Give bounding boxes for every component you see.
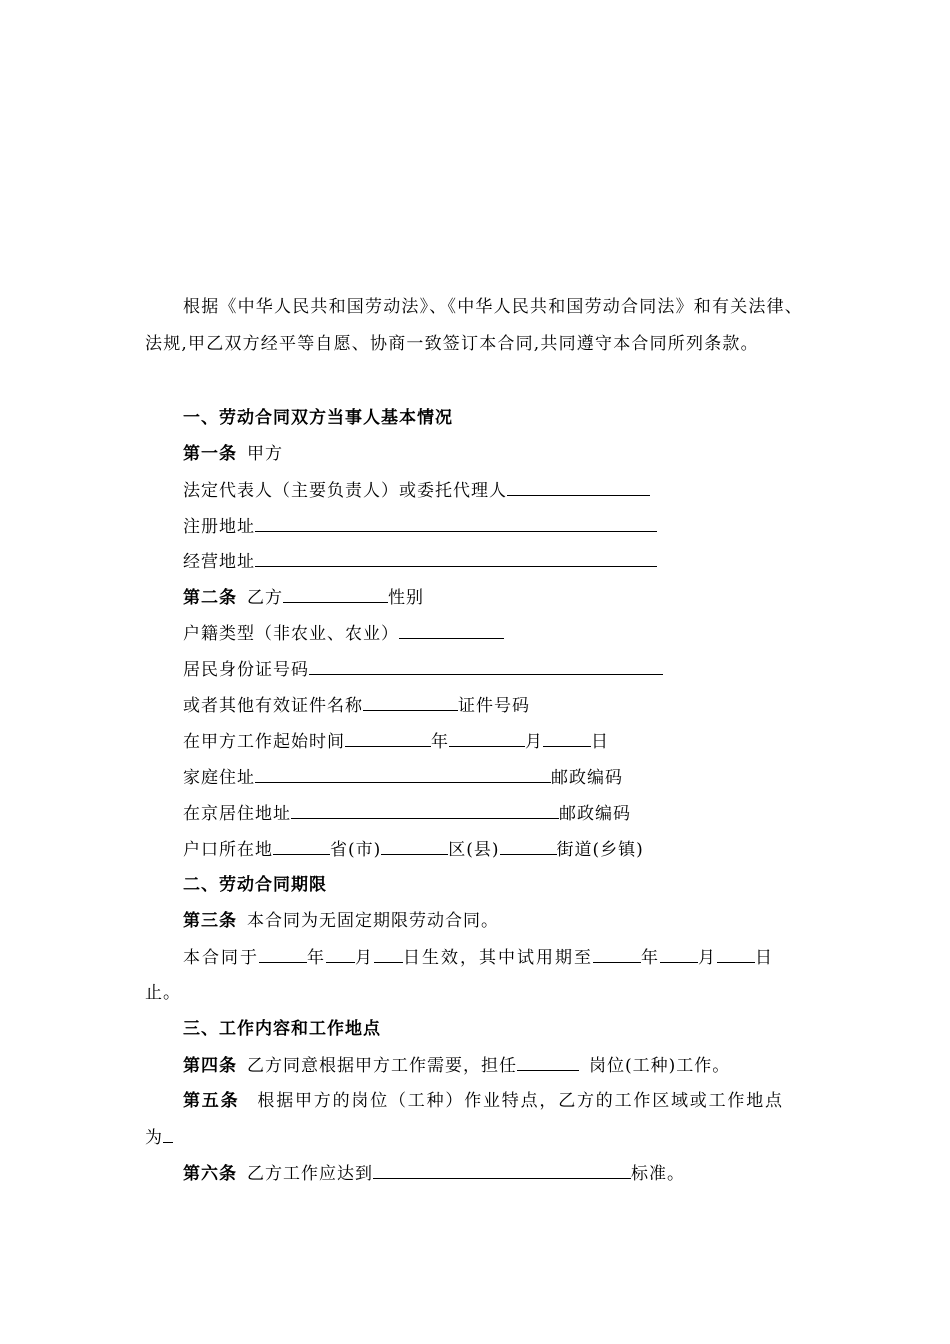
eff-year-label: 年 bbox=[307, 948, 326, 968]
eff-month-label: 月 bbox=[355, 948, 374, 968]
other-id-label: 或者其他有效证件名称 bbox=[183, 696, 363, 716]
legal-rep-blank[interactable] bbox=[507, 478, 650, 496]
start-month-blank[interactable] bbox=[449, 729, 525, 747]
article-6-text-a: 乙方工作应达到 bbox=[247, 1164, 373, 1184]
reg-addr-blank[interactable] bbox=[255, 514, 657, 532]
article-2 bbox=[183, 585, 424, 610]
start-time-label: 在甲方工作起始时间 bbox=[183, 732, 345, 752]
prob-year-label: 年 bbox=[641, 948, 660, 968]
beijing-addr-label: 在京居住地址 bbox=[183, 804, 291, 824]
article-6 bbox=[183, 1161, 685, 1186]
id-number-blank[interactable] bbox=[309, 657, 663, 675]
article-4-text-b: 岗位(工种)工作。 bbox=[589, 1056, 731, 1076]
prob-day-label: 日 bbox=[755, 948, 774, 968]
beijing-addr-line bbox=[183, 801, 631, 826]
eff-month-blank[interactable] bbox=[326, 945, 355, 963]
section-1-heading: 一、劳动合同双方当事人基本情况 bbox=[183, 408, 453, 428]
start-year-blank[interactable] bbox=[345, 729, 431, 747]
article-4-text-a: 乙方同意根据甲方工作需要，担任 bbox=[247, 1056, 517, 1076]
effective-label: 本合同于 bbox=[183, 948, 259, 968]
gender-label: 性别 bbox=[388, 588, 424, 608]
article-1-label: 第一条 bbox=[183, 444, 237, 464]
article-3-text: 本合同为无固定期限劳动合同。 bbox=[247, 911, 499, 931]
street-blank[interactable] bbox=[500, 837, 557, 855]
district-label: 区(县) bbox=[448, 840, 500, 860]
start-time-line bbox=[183, 729, 609, 754]
other-id-blank[interactable] bbox=[363, 693, 458, 711]
effective-date-end: 止。 bbox=[145, 983, 181, 1003]
biz-addr-label: 经营地址 bbox=[183, 552, 255, 572]
article-5-text-b: 为 bbox=[145, 1128, 163, 1148]
article-5 bbox=[183, 1089, 784, 1113]
work-location-blank[interactable] bbox=[163, 1125, 173, 1143]
article-3-label: 第三条 bbox=[183, 911, 237, 931]
province-blank[interactable] bbox=[273, 837, 330, 855]
article-3 bbox=[183, 909, 499, 933]
postcode-label: 邮政编码 bbox=[551, 768, 623, 788]
month-label: 月 bbox=[525, 732, 543, 752]
section-2-heading: 二、劳动合同期限 bbox=[183, 875, 327, 895]
article-1 bbox=[183, 442, 283, 466]
prob-year-blank[interactable] bbox=[593, 945, 641, 963]
article-6-label: 第六条 bbox=[183, 1164, 237, 1184]
home-addr-label: 家庭住址 bbox=[183, 768, 255, 788]
party-a-label: 甲方 bbox=[247, 444, 283, 464]
reg-addr-label: 注册地址 bbox=[183, 517, 255, 537]
intro-paragraph: 根据《中华人民共和国劳动法》、《中华人民共和国劳动合同法》和有关法律、法规,甲乙双方经平等自愿、协商一致签订本合同,共同遵守本合同所列条款。 bbox=[145, 297, 803, 354]
party-b-label: 乙方 bbox=[247, 588, 283, 608]
prob-day-blank[interactable] bbox=[717, 945, 755, 963]
province-label: 省(市) bbox=[330, 840, 382, 860]
street-label: 街道(乡镇) bbox=[556, 840, 644, 860]
hukou-type-blank[interactable] bbox=[399, 621, 504, 639]
standard-blank[interactable] bbox=[373, 1161, 631, 1179]
article-5-cont bbox=[145, 1125, 173, 1150]
biz-addr-line bbox=[183, 549, 657, 574]
district-blank[interactable] bbox=[381, 837, 448, 855]
cert-number-label: 证件号码 bbox=[458, 696, 530, 716]
beijing-addr-blank[interactable] bbox=[291, 801, 559, 819]
effective-date-line bbox=[183, 945, 774, 970]
position-blank[interactable] bbox=[517, 1053, 579, 1071]
hukou-loc-line bbox=[183, 837, 644, 862]
day-label: 日 bbox=[591, 732, 609, 752]
article-4-label: 第四条 bbox=[183, 1056, 237, 1076]
home-addr-line bbox=[183, 765, 623, 790]
legal-rep-line bbox=[183, 478, 650, 503]
eff-day-blank[interactable] bbox=[374, 945, 403, 963]
reg-addr-line bbox=[183, 514, 657, 539]
start-day-blank[interactable] bbox=[543, 729, 591, 747]
probation-label: 日生效，其中试用期至 bbox=[403, 948, 593, 968]
article-5-label: 第五条 bbox=[183, 1091, 240, 1111]
legal-rep-label: 法定代表人（主要负责人）或委托代理人 bbox=[183, 481, 507, 501]
year-label: 年 bbox=[431, 732, 449, 752]
article-4 bbox=[183, 1053, 730, 1078]
id-number-label: 居民身份证号码 bbox=[183, 660, 309, 680]
biz-addr-blank[interactable] bbox=[255, 549, 657, 567]
prob-month-label: 月 bbox=[698, 948, 717, 968]
postcode-2-label: 邮政编码 bbox=[559, 804, 631, 824]
article-6-text-b: 标准。 bbox=[631, 1164, 685, 1184]
hukou-loc-label: 户口所在地 bbox=[183, 840, 273, 860]
hukou-type-label: 户籍类型（非农业、农业） bbox=[183, 624, 399, 644]
section-3-heading: 三、工作内容和工作地点 bbox=[183, 1019, 381, 1039]
article-2-label: 第二条 bbox=[183, 588, 237, 608]
prob-month-blank[interactable] bbox=[660, 945, 698, 963]
article-5-text-a: 根据甲方的岗位（工种）作业特点，乙方的工作区域或工作地点 bbox=[257, 1091, 784, 1111]
id-number-line bbox=[183, 657, 663, 682]
other-id-line bbox=[183, 693, 530, 718]
home-addr-blank[interactable] bbox=[255, 765, 551, 783]
eff-year-blank[interactable] bbox=[259, 945, 307, 963]
party-b-blank[interactable] bbox=[283, 585, 388, 603]
hukou-type-line bbox=[183, 621, 504, 646]
